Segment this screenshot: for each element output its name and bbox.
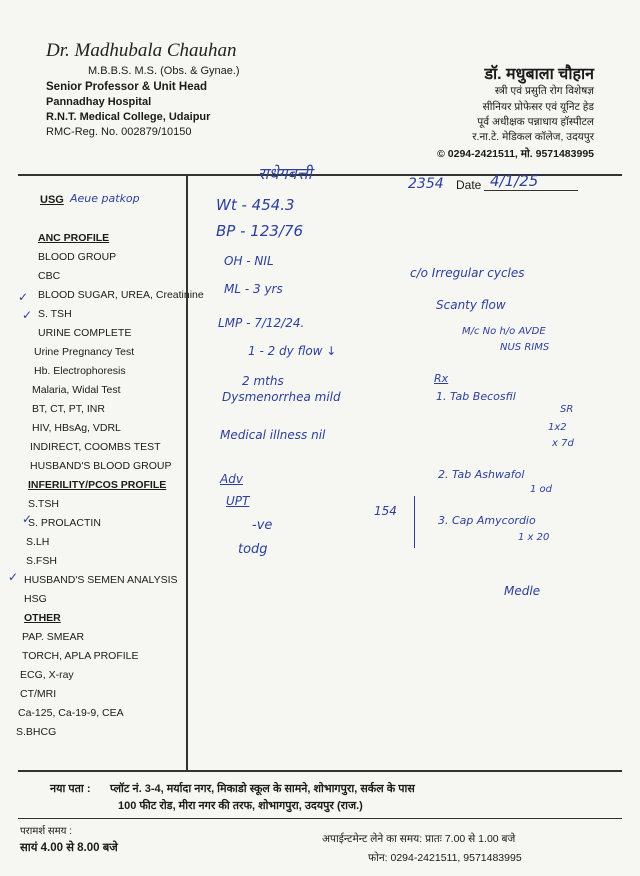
note-oh: OH - NIL (224, 254, 274, 268)
list-item: HIV, HBsAg, VDRL (32, 422, 121, 434)
consult-time: सायं 4.00 से 8.00 बजे (20, 842, 118, 854)
list-item: ECG, X-ray (20, 669, 74, 681)
tick-mark: ✓ (18, 290, 29, 304)
phone-hi: © 0294-2421511, मो. 9571483995 (437, 148, 594, 160)
note-upt: UPT (226, 494, 250, 508)
note-months: 2 mths (242, 374, 284, 388)
note-nus: NUS RIMS (500, 342, 550, 353)
tick-mark: ✓ (22, 308, 33, 322)
list-item: S.BHCG (16, 726, 57, 738)
list-item: Ca-125, Ca-19-9, CEA (18, 707, 124, 719)
rx-item-1-dose: 1x2 (548, 422, 567, 433)
list-item: BLOOD GROUP (38, 251, 117, 263)
rx-item-1: 1. Tab Becosfil (436, 390, 516, 403)
list-item: S.LH (26, 536, 50, 548)
list-item: BLOOD SUGAR, UREA, Creatinine (38, 289, 204, 301)
serial-number: 2354 (408, 176, 444, 192)
list-item: BT, CT, PT, INR (32, 403, 105, 415)
note-dysmenorrhea: Dysmenorrhea mild (222, 390, 341, 404)
note-medical-illness: Medical illness nil (220, 428, 326, 442)
rx-item-1-duration: x 7d (552, 438, 574, 449)
college-hi: र.ना.टे. मेडिकल कॉलेज, उदयपुर (472, 131, 594, 143)
address-label: नया पता : (50, 783, 91, 795)
list-item: S. TSH (38, 308, 72, 320)
footer-phone: फोन: 0294-2421511, 9571483995 (368, 852, 522, 864)
consult-label: परामर्श समय : (20, 826, 73, 837)
usg-label: USG (40, 194, 64, 206)
rx-item-3: 3. Cap Amycordio (438, 514, 536, 527)
designation: Senior Professor & Unit Head (46, 81, 208, 93)
college-name: R.N.T. Medical College, Udaipur (46, 111, 211, 123)
list-item: HSG (24, 593, 47, 605)
list-item: Urine Pregnancy Test (34, 346, 135, 358)
hospital-name: Pannadhay Hospital (46, 96, 152, 108)
list-item: HUSBAND'S SEMEN ANALYSIS (24, 574, 178, 586)
rx-item-3-dose: 1 x 20 (518, 532, 550, 543)
anc-heading: ANC PROFILE (38, 232, 110, 244)
address-line-2: 100 फीट रोड, मीरा नगर की तरफ, शोभागपुरा, उदयपुर (राज.) (118, 800, 363, 812)
list-item: Hb. Electrophoresis (34, 365, 126, 377)
note-upt-result: -ve (252, 518, 273, 533)
list-item: HUSBAND'S BLOOD GROUP (30, 460, 172, 472)
appointment-time: अपाईन्टमेन्ट लेने का समय: प्रातः 7.00 से 1.00 बजे (322, 833, 516, 845)
list-item: URINE COMPLETE (38, 327, 132, 339)
note-history: M/c No h/o AVDE (462, 326, 546, 337)
list-item: CBC (38, 270, 61, 282)
infertility-heading: INFERILITY/PCOS PROFILE (28, 479, 167, 491)
date-label: Date (456, 178, 482, 192)
doctor-name-en: Dr. Madhubala Chauhan (46, 40, 237, 61)
doctor-name-hi: डॉ. मधुबाला चौहान (484, 66, 594, 83)
note-todg: todg (238, 542, 268, 557)
note-medle: Medle (504, 584, 541, 598)
rx-item-2-dose: 1 od (530, 484, 553, 495)
list-item: S. PROLACTIN (28, 517, 101, 529)
list-item: S.FSH (26, 555, 57, 567)
note-bp: BP - 123/76 (216, 222, 304, 240)
footer-divider-2 (18, 818, 622, 819)
tick-mark: ✓ (8, 570, 19, 584)
note-lmp: LMP - 7/12/24. (218, 316, 305, 330)
list-item: INDIRECT, COOMBS TEST (30, 441, 161, 453)
designation-hi: सीनियर प्रोफेसर एवं यूनिट हेड (482, 101, 594, 113)
tick-mark: ✓ (22, 512, 33, 526)
note-scanty-flow: Scanty flow (436, 298, 506, 312)
address-line-1: प्लॉट नं. 3-4, मर्यादा नगर, मिकाडो स्कूल के सामने, शोभागपुरा, सर्कल के पास (110, 783, 415, 795)
note-154: 154 (374, 504, 397, 518)
footer-divider (18, 770, 622, 772)
usg-note: Aeue patkop (70, 192, 140, 205)
other-heading: OTHER (24, 612, 61, 624)
date-line (484, 190, 578, 191)
list-item: PAP. SMEAR (22, 631, 85, 643)
handwritten-bar (414, 496, 415, 548)
rx-symbol: Rx (434, 372, 449, 385)
note-advice: Adv (220, 472, 243, 486)
list-item: Malaria, Widal Test (32, 384, 121, 396)
list-item: S.TSH (28, 498, 59, 510)
specialty-hi: स्त्री एवं प्रसुति रोग विशेषज्ञ (494, 85, 594, 97)
note-complaint: c/o Irregular cycles (410, 266, 525, 280)
list-item: TORCH, APLA PROFILE (22, 650, 139, 662)
note-flow: 1 - 2 dy flow ↓ (248, 344, 337, 358)
rx-item-1-form: SR (560, 404, 574, 415)
patient-name: राधेगबत्ती (258, 164, 312, 183)
registration-number: RMC-Reg. No. 002879/10150 (46, 126, 192, 138)
date-value: 4/1/25 (490, 172, 539, 190)
note-ml: ML - 3 yrs (224, 282, 283, 296)
hospital-hi: पूर्व अधीक्षक पन्नाधाय हॉस्पीटल (477, 116, 594, 128)
list-item: CT/MRI (20, 688, 57, 700)
qualification: M.B.B.S. M.S. (Obs. & Gynae.) (88, 65, 240, 77)
rx-item-2: 2. Tab Ashwafol (438, 468, 525, 481)
sidebar-divider (186, 176, 188, 770)
note-weight: Wt - 454.3 (216, 196, 295, 214)
